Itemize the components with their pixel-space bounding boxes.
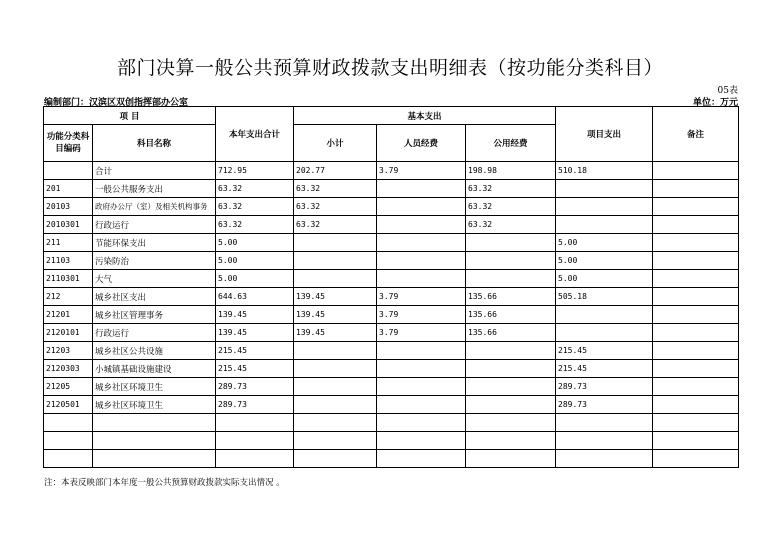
header-remark: 备注 [653, 107, 739, 162]
header-project: 项目支出 [556, 107, 653, 162]
cell-name: 城乡社区环境卫生 [93, 378, 216, 396]
cell-personnel [377, 396, 466, 414]
cell-subtotal: 139.45 [294, 288, 377, 306]
cell-personnel [377, 216, 466, 234]
table-row [44, 414, 739, 432]
cell-personnel: 3.79 [377, 306, 466, 324]
cell-personnel [377, 342, 466, 360]
cell-public [466, 342, 556, 360]
header-basic: 基本支出 [294, 107, 556, 125]
expenditure-table [43, 106, 739, 468]
cell-remark [653, 234, 739, 252]
cell-public [466, 252, 556, 270]
cell-subtotal: 63.32 [294, 216, 377, 234]
cell-code: 2010301 [44, 216, 93, 234]
cell-total: 139.45 [216, 306, 294, 324]
cell-code: 21203 [44, 342, 93, 360]
cell-name [93, 450, 216, 468]
unit-label: 单位：万元 [692, 98, 738, 108]
cell-code: 2120303 [44, 360, 93, 378]
cell-code: 211 [44, 234, 93, 252]
cell-subtotal [294, 270, 377, 288]
cell-project [556, 414, 653, 432]
cell-name: 节能环保支出 [93, 234, 216, 252]
table-row [44, 198, 739, 216]
footnote: 注：本表反映部门本年度一般公共预算财政拨款实际支出情况 。 [44, 478, 285, 488]
cell-project: 5.00 [556, 270, 653, 288]
cell-total: 712.95 [216, 162, 294, 180]
cell-project: 510.18 [556, 162, 653, 180]
cell-code [44, 414, 93, 432]
cell-remark [653, 306, 739, 324]
cell-remark [653, 288, 739, 306]
cell-subtotal: 63.32 [294, 198, 377, 216]
cell-name: 政府办公厅（室）及相关机构事务 [93, 198, 216, 216]
cell-code: 212 [44, 288, 93, 306]
table-row [44, 360, 739, 378]
table-row [44, 324, 739, 342]
cell-code [44, 450, 93, 468]
cell-subtotal: 202.77 [294, 162, 377, 180]
cell-code: 2110301 [44, 270, 93, 288]
cell-name: 城乡社区环境卫生 [93, 396, 216, 414]
cell-subtotal [294, 396, 377, 414]
cell-project: 505.18 [556, 288, 653, 306]
cell-public [466, 378, 556, 396]
cell-subtotal [294, 450, 377, 468]
cell-remark [653, 342, 739, 360]
cell-name: 小城镇基础设施建设 [93, 360, 216, 378]
cell-public: 135.66 [466, 288, 556, 306]
table-code: 05表 [717, 86, 738, 96]
cell-subtotal [294, 252, 377, 270]
cell-public [466, 414, 556, 432]
cell-total: 5.00 [216, 234, 294, 252]
cell-public: 135.66 [466, 324, 556, 342]
cell-subtotal: 63.32 [294, 180, 377, 198]
cell-name: 城乡社区支出 [93, 288, 216, 306]
cell-total: 289.73 [216, 378, 294, 396]
cell-subtotal [294, 360, 377, 378]
table-row [44, 378, 739, 396]
cell-public: 135.66 [466, 306, 556, 324]
cell-name [93, 432, 216, 450]
cell-total: 215.45 [216, 360, 294, 378]
cell-public: 63.32 [466, 216, 556, 234]
cell-remark [653, 360, 739, 378]
cell-remark [653, 432, 739, 450]
cell-project: 289.73 [556, 378, 653, 396]
header-public: 公用经费 [466, 125, 556, 162]
cell-code: 21201 [44, 306, 93, 324]
cell-total: 289.73 [216, 396, 294, 414]
cell-code: 201 [44, 180, 93, 198]
table-row [44, 162, 739, 180]
cell-subtotal: 139.45 [294, 306, 377, 324]
table-row [44, 342, 739, 360]
header-code: 功能分类科目编码 [44, 125, 93, 162]
table-row [44, 270, 739, 288]
cell-remark [653, 180, 739, 198]
cell-name: 合计 [93, 162, 216, 180]
cell-personnel [377, 360, 466, 378]
cell-personnel [377, 432, 466, 450]
cell-code [44, 162, 93, 180]
header-subtotal: 小计 [294, 125, 377, 162]
table-row [44, 234, 739, 252]
header-total: 本年支出合计 [216, 107, 294, 162]
cell-public [466, 432, 556, 450]
cell-project [556, 180, 653, 198]
department-label: 编制部门：汉滨区双创指挥部办公室 [44, 98, 189, 108]
cell-total: 63.32 [216, 216, 294, 234]
cell-project: 215.45 [556, 360, 653, 378]
cell-personnel [377, 270, 466, 288]
cell-name: 城乡社区管理事务 [93, 306, 216, 324]
cell-public: 63.32 [466, 198, 556, 216]
cell-public: 198.98 [466, 162, 556, 180]
cell-name: 一般公共服务支出 [93, 180, 216, 198]
table-row [44, 450, 739, 468]
cell-project [556, 198, 653, 216]
cell-total [216, 414, 294, 432]
cell-public [466, 396, 556, 414]
cell-remark [653, 324, 739, 342]
header-item: 项 目 [44, 107, 216, 125]
table-row [44, 252, 739, 270]
cell-public: 63.32 [466, 180, 556, 198]
cell-total [216, 432, 294, 450]
cell-name: 行政运行 [93, 216, 216, 234]
cell-public [466, 360, 556, 378]
cell-remark [653, 216, 739, 234]
cell-total [216, 450, 294, 468]
cell-project: 215.45 [556, 342, 653, 360]
cell-remark [653, 450, 739, 468]
cell-personnel [377, 198, 466, 216]
cell-project [556, 306, 653, 324]
cell-subtotal [294, 414, 377, 432]
cell-remark [653, 252, 739, 270]
cell-total: 63.32 [216, 180, 294, 198]
cell-subtotal [294, 342, 377, 360]
cell-code [44, 432, 93, 450]
cell-code: 21205 [44, 378, 93, 396]
cell-project: 289.73 [556, 396, 653, 414]
table-row [44, 306, 739, 324]
cell-total: 215.45 [216, 342, 294, 360]
header-personnel: 人员经费 [377, 125, 466, 162]
page-title: 部门决算一般公共预算财政拨款支出明细表（按功能分类科目） [116, 57, 663, 79]
cell-remark [653, 198, 739, 216]
table-row [44, 432, 739, 450]
cell-remark [653, 414, 739, 432]
cell-name [93, 414, 216, 432]
cell-personnel [377, 414, 466, 432]
cell-total: 5.00 [216, 270, 294, 288]
cell-code: 20103 [44, 198, 93, 216]
cell-total: 644.63 [216, 288, 294, 306]
cell-public [466, 270, 556, 288]
cell-project: 5.00 [556, 234, 653, 252]
cell-project: 5.00 [556, 252, 653, 270]
header-name: 科目名称 [93, 125, 216, 162]
cell-total: 63.32 [216, 198, 294, 216]
cell-personnel [377, 180, 466, 198]
cell-personnel [377, 450, 466, 468]
cell-subtotal [294, 378, 377, 396]
cell-personnel: 3.79 [377, 162, 466, 180]
cell-total: 5.00 [216, 252, 294, 270]
cell-personnel: 3.79 [377, 288, 466, 306]
cell-personnel: 3.79 [377, 324, 466, 342]
cell-personnel [377, 378, 466, 396]
cell-project [556, 324, 653, 342]
cell-name: 城乡社区公共设施 [93, 342, 216, 360]
cell-remark [653, 378, 739, 396]
cell-name: 污染防治 [93, 252, 216, 270]
cell-personnel [377, 252, 466, 270]
cell-remark [653, 396, 739, 414]
table-body [44, 162, 739, 468]
cell-subtotal [294, 432, 377, 450]
cell-subtotal: 139.45 [294, 324, 377, 342]
cell-code: 21103 [44, 252, 93, 270]
cell-personnel [377, 234, 466, 252]
cell-name: 行政运行 [93, 324, 216, 342]
table-row [44, 288, 739, 306]
cell-total: 139.45 [216, 324, 294, 342]
cell-code: 2120501 [44, 396, 93, 414]
cell-project [556, 216, 653, 234]
cell-remark [653, 270, 739, 288]
table-row [44, 396, 739, 414]
cell-subtotal [294, 234, 377, 252]
cell-project [556, 432, 653, 450]
cell-remark [653, 162, 739, 180]
cell-public [466, 450, 556, 468]
cell-project [556, 450, 653, 468]
cell-name: 大气 [93, 270, 216, 288]
cell-code: 2120101 [44, 324, 93, 342]
table-row [44, 216, 739, 234]
table-row [44, 180, 739, 198]
cell-public [466, 234, 556, 252]
